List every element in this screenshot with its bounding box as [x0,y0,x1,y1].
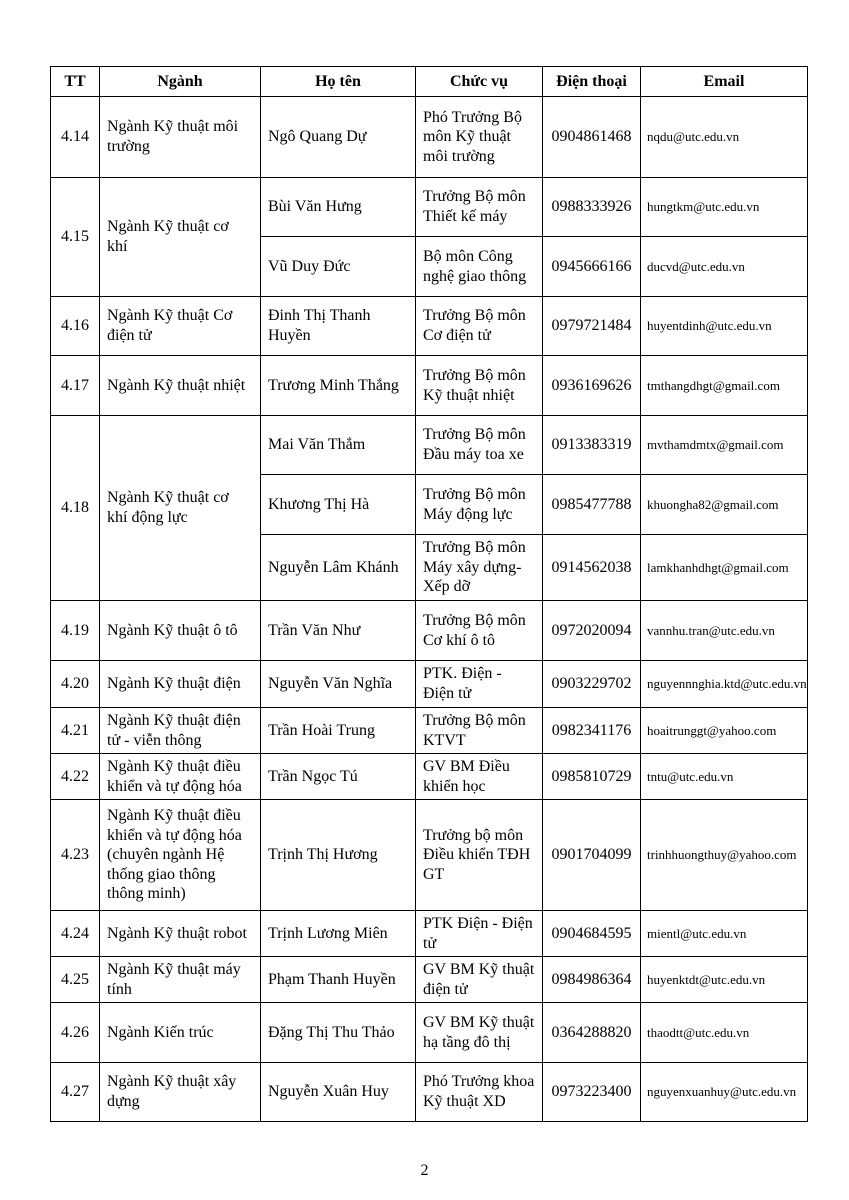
person-phone: 0945666166 [543,237,641,297]
row-nganh: Ngành Kỹ thuật xây dựng [100,1063,261,1122]
row-nganh: Ngành Kỹ thuật nhiệt [100,356,261,416]
person-phone: 0988333926 [543,178,641,237]
row-tt: 4.22 [51,754,100,800]
page-number: 2 [420,1162,429,1179]
row-tt: 4.21 [51,708,100,754]
person-phone: 0979721484 [543,297,641,356]
header-nganh: Ngành [100,67,261,97]
person-phone: 0972020094 [543,601,641,661]
person-name: Trương Minh Thắng [261,356,416,416]
person-phone: 0936169626 [543,356,641,416]
header-dien-thoai: Điện thoại [543,67,641,97]
person-phone: 0984986364 [543,957,641,1003]
row-tt: 4.26 [51,1003,100,1063]
person-role: Trưởng Bộ môn Máy động lực [416,475,543,535]
person-role: Bộ môn Công nghệ giao thông [416,237,543,297]
person-role: GV BM Điều khiển học [416,754,543,800]
person-phone: 0904684595 [543,911,641,957]
row-nganh: Ngành Kỹ thuật môi trường [100,97,261,178]
row-tt: 4.27 [51,1063,100,1122]
person-phone: 0914562038 [543,535,641,601]
table-row [51,1063,808,1122]
person-email: trinhhuongthuy@yahoo.com [641,800,808,911]
person-name: Bùi Văn Hưng [261,178,416,237]
row-nganh: Ngành Kỹ thuật điều khiển và tự động hóa (chuyên ngành Hệ thống giao thông thông minh) [100,800,261,911]
header-chuc-vu: Chức vụ [416,67,543,97]
table-header-row [51,67,808,97]
person-name: Ngô Quang Dự [261,97,416,178]
person-phone: 0904861468 [543,97,641,178]
row-nganh: Ngành Kỹ thuật máy tính [100,957,261,1003]
person-role: Phó Trưởng Bộ môn Kỹ thuật môi trường [416,97,543,178]
person-email: ducvd@utc.edu.vn [641,237,808,297]
person-role: Trưởng Bộ môn Máy xây dựng-Xếp dỡ [416,535,543,601]
row-nganh: Ngành Kỹ thuật cơ khí động lực [100,416,261,601]
person-phone: 0364288820 [543,1003,641,1063]
table-row [51,601,808,661]
person-role: PTK. Điện - Điện tử [416,661,543,708]
row-tt: 4.15 [51,178,100,297]
table-row [51,754,808,800]
person-phone: 0985477788 [543,475,641,535]
table-row [51,708,808,754]
row-nganh: Ngành Kỹ thuật robot [100,911,261,957]
contact-table [50,66,808,1122]
person-role: Trưởng Bộ môn Cơ điện tử [416,297,543,356]
row-nganh: Ngành Kỹ thuật Cơ điện tử [100,297,261,356]
row-tt: 4.16 [51,297,100,356]
table-row [51,97,808,178]
person-phone: 0901704099 [543,800,641,911]
row-nganh: Ngành Kỹ thuật điện [100,661,261,708]
person-email: lamkhanhdhgt@gmail.com [641,535,808,601]
table-row [51,661,808,708]
person-role: Phó Trưởng khoa Kỹ thuật XD [416,1063,543,1122]
person-name: Phạm Thanh Huyền [261,957,416,1003]
person-email: huyentdinh@utc.edu.vn [641,297,808,356]
person-email: huyenktdt@utc.edu.vn [641,957,808,1003]
row-tt: 4.17 [51,356,100,416]
row-nganh: Ngành Kỹ thuật cơ khí [100,178,261,297]
header-ho-ten: Họ tên [261,67,416,97]
person-email: hoaitrunggt@yahoo.com [641,708,808,754]
row-tt: 4.23 [51,800,100,911]
table-row [51,800,808,911]
person-name: Nguyễn Lâm Khánh [261,535,416,601]
person-role: Trưởng Bộ môn Thiết kế máy [416,178,543,237]
person-phone: 0982341176 [543,708,641,754]
person-name: Khương Thị Hà [261,475,416,535]
row-tt: 4.18 [51,416,100,601]
person-role: Trưởng Bộ môn Cơ khí ô tô [416,601,543,661]
header-tt: TT [51,67,100,97]
person-name: Trịnh Thị Hương [261,800,416,911]
person-name: Đinh Thị Thanh Huyền [261,297,416,356]
person-phone: 0903229702 [543,661,641,708]
person-name: Vũ Duy Đức [261,237,416,297]
person-phone: 0973223400 [543,1063,641,1122]
person-role: PTK Điện - Điện tử [416,911,543,957]
row-nganh: Ngành Kiến trúc [100,1003,261,1063]
row-tt: 4.25 [51,957,100,1003]
person-email: nguyenxuanhuy@utc.edu.vn [641,1063,808,1122]
person-email: mientl@utc.edu.vn [641,911,808,957]
row-nganh: Ngành Kỹ thuật điện tử - viễn thông [100,708,261,754]
person-phone: 0985810729 [543,754,641,800]
person-email: mvthamdmtx@gmail.com [641,416,808,475]
person-email: hungtkm@utc.edu.vn [641,178,808,237]
person-name: Trịnh Lương Miên [261,911,416,957]
table-row [51,1003,808,1063]
person-name: Mai Văn Thắm [261,416,416,475]
person-name: Nguyễn Xuân Huy [261,1063,416,1122]
table-row [51,957,808,1003]
person-role: GV BM Kỹ thuật điện tử [416,957,543,1003]
person-role: Trưởng bộ môn Điều khiển TĐH GT [416,800,543,911]
person-email: tntu@utc.edu.vn [641,754,808,800]
person-email: khuongha82@gmail.com [641,475,808,535]
row-tt: 4.19 [51,601,100,661]
person-email: thaodtt@utc.edu.vn [641,1003,808,1063]
table-row [51,356,808,416]
row-nganh: Ngành Kỹ thuật điều khiển và tự động hóa [100,754,261,800]
header-email: Email [641,67,808,97]
person-phone: 0913383319 [543,416,641,475]
person-role: GV BM Kỹ thuật hạ tầng đô thị [416,1003,543,1063]
table-row [51,297,808,356]
person-name: Trần Hoài Trung [261,708,416,754]
row-tt: 4.24 [51,911,100,957]
person-role: Trưởng Bộ môn KTVT [416,708,543,754]
person-email: vannhu.tran@utc.edu.vn [641,601,808,661]
person-role: Trưởng Bộ môn Kỹ thuật nhiệt [416,356,543,416]
person-name: Trần Ngọc Tú [261,754,416,800]
row-tt: 4.14 [51,97,100,178]
person-name: Trần Văn Như [261,601,416,661]
row-tt: 4.20 [51,661,100,708]
person-email: nguyennnghia.ktd@utc.edu.vn [641,661,808,708]
table-row [51,911,808,957]
person-email: nqdu@utc.edu.vn [641,97,808,178]
table-row [51,416,808,475]
table-row [51,178,808,237]
person-name: Nguyễn Văn Nghĩa [261,661,416,708]
row-nganh: Ngành Kỹ thuật ô tô [100,601,261,661]
person-role: Trưởng Bộ môn Đầu máy toa xe [416,416,543,475]
person-name: Đặng Thị Thu Thảo [261,1003,416,1063]
person-email: tmthangdhgt@gmail.com [641,356,808,416]
